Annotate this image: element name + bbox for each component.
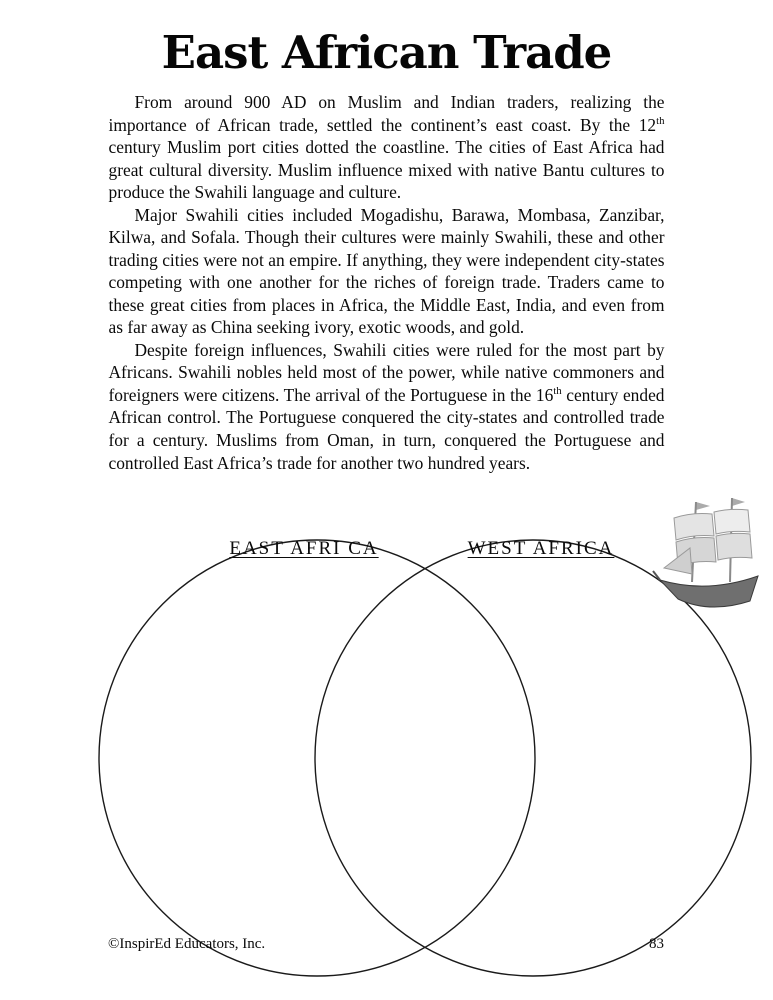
ship-sail xyxy=(714,509,750,534)
page-footer xyxy=(108,936,664,953)
paragraph-text: Despite foreign influences, Swahili cities were ruled for the most part by Africans. Swahili nobles held most of the power, while native commoners and foreigners were citizens. The arrival of the Portuguese in the 16 xyxy=(108,339,665,405)
paragraph-text: century ended African control. The Portuguese conquered the city-states and controlled trade for a century. Muslims from Oman, in turn, conquered the Portuguese and controlled East Africa’s trade for another two hundred years. xyxy=(108,384,665,473)
venn-right-label: WEST AFRICA xyxy=(467,538,615,559)
paragraph-1 xyxy=(109,91,665,204)
page-title: East African Trade xyxy=(161,26,612,79)
page-number: 83 xyxy=(649,936,664,952)
paragraph-text: Major Swahili cities included Mogadishu, Barawa, Mombasa, Zanzibar, Kilwa, and Sofala. Though their cultures were mainly Swahili, these and other trading cities were not an empire. If anything, they were independent city-states competing with one another for the riches of foreign trade. Traders came to these great cities from places in Africa, the Middle East, India, and even from as far away as China seeking ivory, exotic woods, and gold. xyxy=(108,204,665,338)
superscript: th xyxy=(553,385,562,398)
paragraph-text: From around 900 AD on Muslim and Indian traders, realizing the importance of African trade, settled the continent’s east coast. By the 12 xyxy=(108,92,665,135)
footer-copyright: ©InspirEd Educators, Inc. xyxy=(108,936,266,952)
ship-flag xyxy=(732,498,745,506)
sailing-ship-icon xyxy=(652,496,767,618)
superscript: th xyxy=(656,114,665,127)
ship-bowsprit xyxy=(653,571,660,580)
ship-sail xyxy=(674,514,714,541)
ship-hull xyxy=(660,576,758,607)
paragraph-text: century Muslim port cities dotted the coastline. The cities of East Africa had great cultural diversity. Muslim influence mixed with native Bantu cultures to produce the Swahili language and culture. xyxy=(108,137,665,203)
venn-left-circle xyxy=(99,540,535,976)
paragraph-3 xyxy=(109,339,665,474)
paragraph-2 xyxy=(109,204,665,339)
ship-sail xyxy=(716,533,752,560)
venn-left-label: EAST AFRI CA xyxy=(229,538,379,559)
article-body xyxy=(109,91,665,474)
ship-flag xyxy=(696,502,710,510)
